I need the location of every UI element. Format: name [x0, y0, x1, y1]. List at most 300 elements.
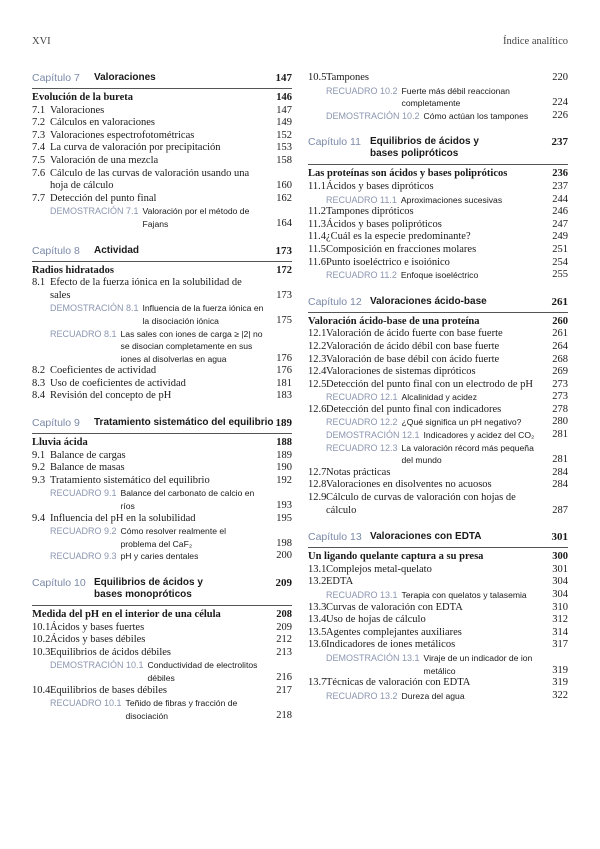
entry-text — [308, 269, 548, 282]
section-entry — [308, 231, 568, 244]
entry-page: 237 — [552, 180, 568, 192]
section-entry — [308, 257, 568, 270]
section-entry — [308, 627, 568, 640]
feature-entry — [308, 316, 568, 329]
entry-text — [308, 231, 548, 244]
section-number: 10.5 — [308, 72, 327, 83]
entry-title: Aproximaciones sucesivas — [400, 194, 503, 205]
box-label: RECUADRO 12.3 — [326, 442, 398, 453]
chapter-heading — [308, 296, 568, 308]
section-entry — [32, 450, 292, 463]
section-entry — [308, 379, 568, 392]
entry-text — [308, 652, 548, 677]
chapter-heading — [32, 245, 292, 257]
entry-title: Curvas de valoración con EDTA — [326, 601, 463, 613]
chapter-heading — [308, 136, 568, 160]
entry-title: Influencia del pH en la solubilidad — [50, 512, 196, 524]
entry-text — [308, 181, 548, 194]
chapter-divider — [308, 312, 568, 313]
entry-page: 158 — [276, 154, 292, 166]
entry-text — [32, 205, 272, 230]
entry-text — [308, 110, 548, 123]
section-entry — [308, 328, 568, 341]
entry-title: Ácidos y bases polipróticos — [326, 218, 442, 230]
entry-page: 164 — [276, 217, 292, 229]
entry-text — [308, 492, 548, 517]
section-number: 7.4 — [32, 142, 46, 154]
section-entry — [32, 277, 292, 302]
feature-entry — [308, 168, 568, 181]
entry-page: 216 — [276, 671, 292, 683]
entry-text — [32, 390, 272, 403]
box-label: RECUADRO 8.1 — [50, 328, 117, 339]
entry-page: 195 — [276, 512, 292, 524]
entry-title: Cálculo de curvas de valoración con hojas de cálculo — [326, 492, 516, 516]
entry-text — [308, 564, 548, 577]
entry-text — [308, 589, 548, 602]
box-label: DEMOSTRACIÓN 10.2 — [326, 110, 420, 121]
box-entry — [32, 487, 292, 512]
box-label: RECUADRO 9.2 — [50, 526, 117, 537]
entry-page: 208 — [276, 609, 292, 620]
chapter-divider — [308, 164, 568, 165]
box-entry — [308, 690, 568, 703]
section-entry — [32, 168, 292, 193]
entry-title: pH y caries dentales — [120, 551, 199, 562]
entry-page: 175 — [276, 314, 292, 326]
entry-title: Tampones dipróticos — [326, 206, 414, 218]
entry-title: Valoraciones en disolventes no acuosos — [326, 479, 492, 491]
section-entry — [32, 142, 292, 155]
entry-text — [308, 206, 548, 219]
box-label: RECUADRO 13.1 — [326, 590, 398, 600]
entry-text — [308, 366, 548, 379]
entry-page: 310 — [552, 601, 568, 613]
chapter-divider — [32, 433, 292, 434]
entry-page: 176 — [276, 365, 292, 377]
entry-page: 301 — [552, 563, 568, 575]
entry-text — [308, 576, 548, 589]
entry-text — [32, 513, 272, 526]
section-entry — [308, 479, 568, 492]
section-entry — [308, 576, 568, 589]
section-number: 12.4 — [308, 366, 327, 378]
entry-page: 181 — [276, 377, 292, 389]
section-entry — [32, 365, 292, 378]
box-entry — [32, 302, 292, 327]
entry-title: Las proteínas son ácidos y bases polipróticos — [308, 168, 508, 180]
entry-text — [308, 416, 548, 429]
section-entry — [308, 219, 568, 232]
entry-page: 260 — [552, 315, 568, 327]
entry-page: 281 — [552, 454, 568, 466]
entry-text — [308, 354, 548, 367]
running-title: Índice analítico — [502, 36, 568, 47]
entry-text — [32, 550, 272, 563]
chapter-name — [32, 577, 203, 601]
entry-title: Indicadores y acidez del CO₂ — [423, 430, 535, 441]
entry-title: Tampones — [326, 72, 370, 83]
chapter-number: Capítulo 7 — [32, 72, 80, 84]
section-entry — [308, 564, 568, 577]
section-entry — [32, 130, 292, 143]
box-entry — [32, 659, 292, 684]
chapter-title: Valoraciones ácido-base — [370, 295, 487, 307]
chapter-number: Capítulo 10 — [32, 577, 86, 589]
section-entry — [32, 647, 292, 660]
chapter-name — [308, 296, 487, 308]
box-label: RECUADRO 12.1 — [326, 392, 398, 403]
entry-page: 249 — [552, 231, 568, 243]
section-number: 10.1 — [32, 621, 51, 633]
section-number: 7.1 — [32, 104, 46, 116]
entry-title: Teñido de fibras y fracción de disociación — [125, 698, 238, 721]
section-entry — [308, 341, 568, 354]
entry-title: Uso de hojas de cálculo — [326, 614, 426, 626]
entry-text — [32, 685, 272, 698]
box-entry — [308, 416, 568, 429]
entry-page: 287 — [552, 504, 568, 516]
entry-page: 278 — [552, 403, 568, 415]
chapter-number: Capítulo 11 — [308, 136, 361, 149]
chapter-heading — [32, 577, 292, 601]
entry-text — [32, 437, 272, 450]
entry-title: Medida del pH en el interior de una célula — [32, 609, 221, 620]
section-number: 7.5 — [32, 154, 46, 166]
section-number: 8.4 — [32, 390, 46, 402]
entry-text — [308, 627, 548, 640]
entry-title: Uso de coeficientes de actividad — [50, 377, 186, 389]
chapter-page: 237 — [551, 136, 568, 149]
entry-title: Un ligando quelante captura a su presa — [308, 551, 484, 563]
chapter-title: Valoraciones — [94, 72, 156, 83]
entry-title: Viraje de un indicador de ion metálico — [423, 652, 533, 676]
toc-left-column — [32, 72, 292, 722]
chapter-page: 173 — [275, 244, 292, 257]
entry-page: 153 — [276, 142, 292, 154]
entry-page: 176 — [276, 352, 292, 364]
entry-title: Notas prácticas — [326, 466, 391, 478]
entry-title: Valoraciones de sistemas dipróticos — [326, 366, 476, 378]
section-entry — [308, 244, 568, 257]
section-entry — [308, 639, 568, 652]
entry-title: EDTA — [326, 576, 354, 588]
entry-title: Revisión del concepto de pH — [50, 390, 172, 402]
section-number: 13.2 — [308, 576, 327, 588]
entry-page: 212 — [276, 634, 292, 646]
section-number: 12.7 — [308, 466, 327, 478]
entry-page: 300 — [552, 551, 568, 563]
box-entry — [308, 269, 568, 282]
box-entry — [308, 194, 568, 207]
entry-page: 146 — [276, 92, 292, 103]
entry-page: 280 — [552, 416, 568, 428]
toc-right-column — [308, 72, 568, 702]
entry-text — [308, 328, 548, 341]
section-entry — [32, 634, 292, 647]
chapter-page: 147 — [275, 72, 292, 84]
entry-page: 200 — [276, 550, 292, 562]
section-entry — [308, 366, 568, 379]
entry-title: Dureza del agua — [401, 690, 465, 701]
entry-title: Valoraciones — [50, 104, 105, 116]
section-number: 7.3 — [32, 129, 46, 141]
chapter-page: 301 — [551, 531, 568, 544]
entry-page: 254 — [552, 256, 568, 268]
entry-text — [32, 378, 272, 391]
box-label: RECUADRO 10.1 — [50, 698, 122, 709]
chapter-title: Actividad — [94, 244, 140, 256]
chapter-heading — [32, 417, 292, 429]
entry-page: 160 — [276, 180, 292, 192]
chapter-number: Capítulo 13 — [308, 531, 362, 544]
entry-page: 269 — [552, 366, 568, 378]
entry-text — [308, 341, 548, 354]
entry-title: Ácidos y bases débiles — [50, 634, 146, 646]
section-number: 10.2 — [32, 634, 51, 646]
entry-text — [308, 219, 548, 232]
entry-page: 273 — [552, 378, 568, 390]
section-number: 11.3 — [308, 218, 326, 230]
entry-title: Balance de masas — [50, 462, 125, 474]
section-number: 12.3 — [308, 353, 327, 365]
section-entry — [32, 462, 292, 475]
entry-text — [308, 316, 548, 329]
section-entry — [308, 602, 568, 615]
section-number: 11.5 — [308, 243, 326, 255]
entry-text — [308, 168, 548, 181]
section-entry — [32, 475, 292, 488]
entry-title: Radios hidratados — [32, 264, 114, 276]
section-entry — [308, 72, 568, 85]
section-number: 13.7 — [308, 677, 327, 689]
section-entry — [32, 105, 292, 118]
page-number: XVI — [32, 36, 51, 47]
chapter-heading — [32, 72, 292, 84]
section-number: 10.3 — [32, 646, 51, 658]
section-number: 8.2 — [32, 365, 46, 377]
box-label: DEMOSTRACIÓN 10.1 — [50, 660, 144, 671]
entry-text — [32, 365, 272, 378]
entry-page: 173 — [276, 289, 292, 301]
entry-text — [308, 379, 548, 392]
chapter-name — [308, 531, 482, 543]
section-entry — [308, 404, 568, 417]
section-number: 9.4 — [32, 512, 46, 524]
chapter-title: Equilibrios de ácidos y bases monopróticos — [94, 577, 203, 600]
entry-text — [308, 639, 548, 652]
entry-text — [308, 677, 548, 690]
entry-page: 193 — [276, 500, 292, 512]
box-label: RECUADRO 9.3 — [50, 551, 117, 562]
entry-page: 319 — [552, 664, 568, 676]
entry-title: Alcalinidad y acidez — [401, 392, 478, 403]
entry-title: Detección del punto final con un electrodo de pH — [326, 378, 534, 390]
entry-text — [308, 404, 548, 417]
entry-page: 314 — [552, 626, 568, 638]
feature-entry — [32, 437, 292, 450]
box-label: RECUADRO 11.1 — [326, 194, 397, 205]
box-entry — [32, 525, 292, 550]
section-number: 13.3 — [308, 601, 327, 613]
section-number: 12.8 — [308, 479, 327, 491]
entry-page: 236 — [552, 168, 568, 180]
entry-title: Ácidos y bases dipróticos — [326, 180, 434, 192]
section-entry — [32, 117, 292, 130]
entry-title: Valoración de ácido fuerte con base fuerte — [326, 328, 503, 340]
box-label: RECUADRO 9.1 — [50, 488, 117, 499]
section-entry — [32, 193, 292, 206]
section-number: 13.4 — [308, 614, 327, 626]
entry-text — [32, 609, 272, 622]
section-number: 12.9 — [308, 492, 327, 504]
entry-text — [32, 193, 272, 206]
chapter-name — [308, 136, 479, 160]
entry-page: 284 — [552, 466, 568, 478]
entry-page: 190 — [276, 462, 292, 474]
chapter-title: Valoraciones con EDTA — [370, 531, 482, 543]
entry-page: 188 — [276, 437, 292, 449]
entry-title: Cómo actúan los tampones — [423, 110, 529, 121]
chapter-divider — [32, 88, 292, 89]
section-number: 7.2 — [32, 117, 46, 129]
entry-page: 264 — [552, 340, 568, 352]
entry-page: 281 — [552, 429, 568, 441]
box-label: RECUADRO 11.2 — [326, 270, 397, 281]
entry-title: Valoración de base débil con ácido fuerte — [326, 353, 500, 365]
entry-page: 172 — [276, 264, 292, 276]
section-number: 11.2 — [308, 206, 326, 218]
chapter-page: 209 — [275, 577, 292, 589]
entry-title: Fuerte más débil reaccionan completamente — [401, 85, 510, 109]
entry-title: Cómo resolver realmente el problema del CaF₂ — [120, 526, 227, 549]
entry-page: 189 — [276, 449, 292, 461]
entry-page: 284 — [552, 479, 568, 491]
entry-page: 268 — [552, 353, 568, 365]
chapter-title: Tratamiento sistemático del equilibrio — [94, 417, 274, 429]
section-number: 9.1 — [32, 449, 46, 461]
entry-title: Cálculo de las curvas de valoración usando una hoja de cálculo — [50, 167, 250, 192]
entry-text — [308, 442, 548, 467]
entry-page: 162 — [276, 192, 292, 204]
entry-page: 220 — [552, 72, 568, 83]
section-number: 11.6 — [308, 256, 326, 268]
entry-text — [32, 302, 272, 327]
section-entry — [308, 614, 568, 627]
section-entry — [308, 492, 568, 517]
entry-title: Cálculos en valoraciones — [50, 117, 155, 129]
box-entry — [32, 697, 292, 722]
entry-title: Influencia de la fuerza iónica en la disociación iónica — [142, 303, 264, 326]
feature-entry — [308, 551, 568, 564]
entry-text — [32, 328, 272, 366]
entry-title: ¿Cuál es la especie predominante? — [326, 231, 471, 243]
chapter-divider — [32, 605, 292, 606]
entry-page: 226 — [552, 109, 568, 121]
section-entry — [32, 378, 292, 391]
entry-title: Equilibrios de bases débiles — [50, 684, 167, 696]
chapter-number: Capítulo 9 — [32, 417, 80, 430]
box-label: RECUADRO 13.2 — [326, 690, 398, 701]
entry-title: Conductividad de electrolitos débiles — [147, 660, 258, 683]
entry-text — [32, 487, 272, 512]
section-number: 8.3 — [32, 377, 46, 389]
section-number: 12.5 — [308, 378, 327, 390]
section-number: 9.2 — [32, 462, 46, 474]
entry-page: 273 — [552, 391, 568, 403]
section-number: 12.2 — [308, 340, 327, 352]
chapter-number: Capítulo 12 — [308, 295, 362, 308]
entry-page: 209 — [276, 621, 292, 633]
entry-page: 322 — [552, 689, 568, 701]
entry-page: 152 — [276, 129, 292, 141]
entry-text — [32, 462, 272, 475]
entry-title: Valoración de una mezcla — [50, 154, 159, 166]
entry-text — [32, 265, 272, 278]
entry-page: 147 — [276, 104, 292, 116]
entry-page: 255 — [552, 269, 568, 281]
chapter-title: Equilibrios de ácidos y bases polipróticos — [370, 136, 479, 160]
entry-title: ¿Qué significa un pH negativo? — [401, 417, 522, 428]
entry-text — [32, 130, 272, 143]
entry-title: Valoraciones espectrofotométricas — [50, 129, 195, 141]
entry-text — [32, 659, 272, 684]
box-label: DEMOSTRACIÓN 8.1 — [50, 303, 139, 314]
entry-title: Evolución de la bureta — [32, 92, 134, 103]
entry-page: 198 — [276, 537, 292, 549]
entry-text — [32, 92, 272, 105]
entry-title: Agentes complejantes auxiliares — [326, 626, 462, 638]
section-entry — [32, 685, 292, 698]
chapter-number: Capítulo 8 — [32, 244, 80, 257]
entry-text — [32, 475, 272, 488]
entry-title: Balance del carbonato de calcio en ríos — [120, 488, 255, 512]
entry-page: 251 — [552, 243, 568, 255]
entry-text — [308, 391, 548, 404]
entry-text — [32, 155, 272, 168]
entry-text — [32, 697, 272, 722]
entry-page: 304 — [552, 589, 568, 600]
entry-page: 183 — [276, 390, 292, 402]
entry-text — [308, 244, 548, 257]
section-number: 7.6 — [32, 167, 46, 179]
feature-entry — [32, 265, 292, 278]
entry-text — [32, 277, 272, 302]
box-entry — [308, 652, 568, 677]
box-entry — [32, 328, 292, 366]
section-entry — [32, 513, 292, 526]
entry-page: 217 — [276, 684, 292, 696]
box-label: RECUADRO 12.2 — [326, 417, 398, 428]
entry-text — [308, 614, 548, 627]
entry-title: Valoración por el método de Fajans — [142, 206, 250, 229]
section-number: 11.1 — [308, 180, 326, 192]
entry-title: Valoración ácido-base de una proteína — [308, 315, 480, 327]
entry-page: 312 — [552, 614, 568, 626]
box-entry — [308, 589, 568, 602]
entry-page: 247 — [552, 218, 568, 230]
chapter-divider — [32, 261, 292, 262]
entry-title: Detección del punto final — [50, 192, 157, 204]
entry-page: 218 — [276, 709, 292, 721]
chapter-name — [32, 417, 274, 429]
entry-page: 244 — [552, 193, 568, 205]
entry-text — [32, 647, 272, 660]
section-number: 13.6 — [308, 639, 327, 651]
entry-page: 317 — [552, 639, 568, 651]
section-number: 13.1 — [308, 563, 327, 575]
box-label: DEMOSTRACIÓN 12.1 — [326, 430, 420, 441]
